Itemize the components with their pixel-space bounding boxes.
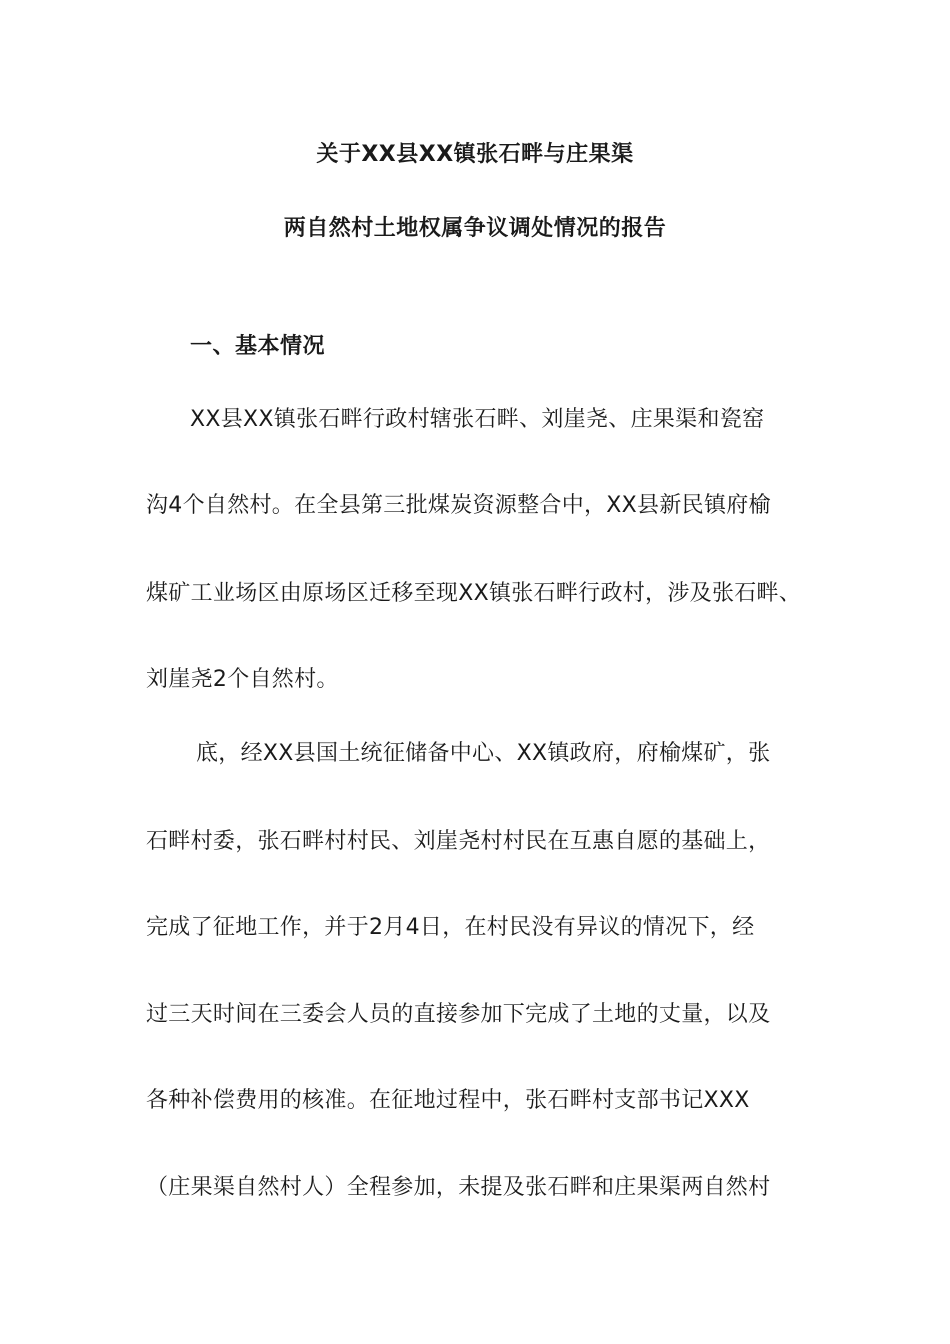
paragraph-line: 煤矿工业场区由原场区迁移至现XX镇张石畔行政村，涉及张石畔、 — [146, 581, 802, 606]
paragraph-line: 石畔村委，张石畔村村民、刘崖尧村村民在互惠自愿的基础上， — [146, 829, 771, 854]
paragraph-line: 刘崖尧2个自然村。 — [146, 667, 339, 692]
paragraph-line: 过三天时间在三委会人员的直接参加下完成了土地的丈量，以及 — [146, 1002, 771, 1027]
paragraph-line: 各种补偿费用的核准。在征地过程中，张石畔村支部书记XXX — [146, 1088, 750, 1113]
paragraph-line: 沟4个自然村。在全县第三批煤炭资源整合中，XX县新民镇府榆 — [146, 493, 771, 518]
document-title-line-1: 关于XX县XX镇张石畔与庄果渠 — [316, 142, 634, 167]
section-heading-basic-situation: 一、基本情况 — [190, 334, 326, 359]
paragraph-line: 完成了征地工作，并于2月4日，在村民没有异议的情况下，经 — [146, 915, 755, 940]
document-title-line-2: 两自然村土地权属争议调处情况的报告 — [283, 216, 667, 241]
paragraph-line: 底，经XX县国土统征储备中心、XX镇政府，府榆煤矿，张 — [196, 741, 771, 766]
paragraph-line: XX县XX镇张石畔行政村辖张石畔、刘崖尧、庄果渠和瓷窑 — [190, 407, 765, 432]
paragraph-line: （庄果渠自然村人）全程参加，未提及张石畔和庄果渠两自然村 — [146, 1175, 771, 1200]
